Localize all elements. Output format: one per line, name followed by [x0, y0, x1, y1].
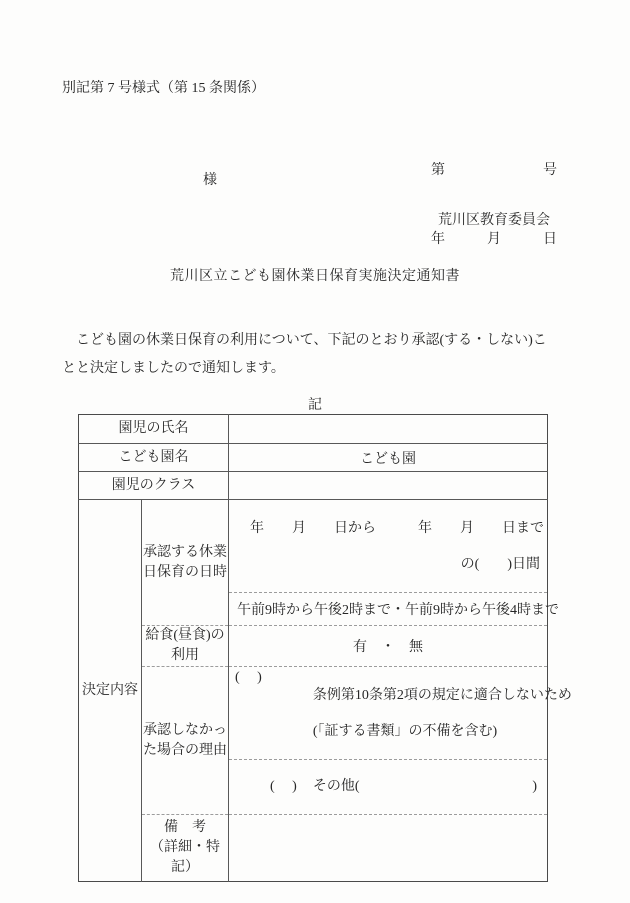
remarks-value	[229, 815, 548, 882]
remarks-label-line2: （詳細・特記）	[150, 840, 220, 875]
approved-date-line2: の( )日間	[460, 557, 540, 572]
body-paragraph: こども園の休業日保育の利用について、下記のとおり承認(する・しない)ことと決定しましたので通知します。	[62, 333, 547, 376]
reason-1-text	[278, 669, 572, 759]
lunch-value: 有 ・ 無	[229, 626, 548, 667]
approved-time-value: 午前9時から午後2時まで・午前9時から午後4時まで	[229, 593, 548, 626]
issuer-name: 荒川区教育委員会	[438, 213, 550, 228]
reason-1-line2: (「証する書類」の不備を含む)	[312, 724, 498, 739]
reason-2-checkbox: ( )	[270, 779, 297, 794]
en-name-label: こども園名	[79, 444, 229, 472]
reason-2-close-paren: )	[532, 779, 537, 794]
approved-datetime-label	[142, 500, 229, 626]
lunch-label-line1: 給食(昼食)の	[145, 628, 225, 643]
approved-datetime-label-line2: 日保育の日時	[143, 564, 227, 580]
reason-label	[142, 667, 229, 815]
row-remarks	[79, 815, 548, 882]
recipient-suffix: 様	[203, 173, 217, 188]
decision-label: 決定内容	[82, 682, 138, 698]
reason-label-line1: 承認しなかっ	[143, 722, 227, 738]
reason-1-line1: 条例第10条第2項の規定に適合しないため	[312, 688, 572, 703]
row-approved-date	[79, 500, 548, 593]
lunch-label-line2: 利用	[171, 648, 199, 663]
notice-table	[78, 414, 572, 882]
row-en-name	[79, 444, 548, 472]
child-class-value	[229, 472, 548, 500]
document-title: 荒川区立こども園休業日保育実施決定通知書	[170, 269, 460, 284]
child-name-label: 園児の氏名	[79, 415, 229, 444]
row-lunch	[79, 626, 548, 667]
ki-heading: 記	[308, 398, 322, 413]
lunch-label	[142, 626, 229, 667]
document-number-line: 第 号	[431, 163, 557, 178]
approved-datetime-label-line1: 承認する休業	[143, 544, 227, 560]
row-child-class	[79, 472, 548, 500]
reason-1-checkbox: ( )	[235, 670, 262, 685]
en-name-value: こども園	[229, 444, 548, 472]
remarks-label	[142, 815, 229, 882]
form-number: 別記第 7 号様式（第 15 条関係）	[62, 81, 265, 96]
remarks-label-line1: 備 考	[164, 820, 206, 835]
reason-label-line2: た場合の理由	[143, 742, 227, 758]
row-child-name	[79, 415, 548, 444]
row-reason-1	[79, 667, 548, 760]
approved-date-line1: 年 月 日から 年 月 日まで	[250, 521, 544, 536]
reason-2-text: その他(	[312, 779, 360, 794]
child-class-label: 園児のクラス	[79, 472, 229, 500]
reason-option-2	[229, 760, 548, 815]
document-number-block	[431, 113, 557, 274]
approved-date-value	[229, 500, 548, 593]
reason-option-1	[229, 667, 572, 760]
issue-date-line: 年 月 日	[431, 232, 557, 247]
child-name-value	[229, 415, 548, 444]
